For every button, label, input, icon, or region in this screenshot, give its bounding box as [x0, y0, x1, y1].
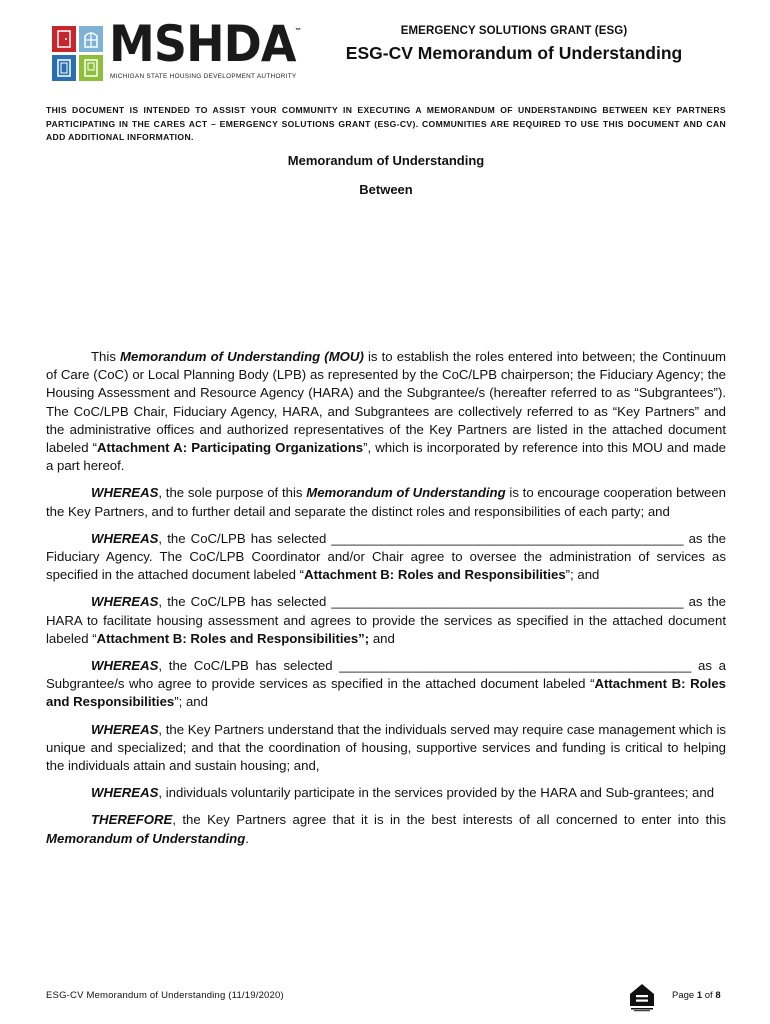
heading-between: Between	[359, 182, 413, 197]
footer-document-label: ESG-CV Memorandum of Understanding (11/19/2020)	[46, 990, 284, 1001]
equal-housing-opportunity-icon	[628, 982, 656, 1012]
whereas-label: WHEREAS	[91, 785, 159, 801]
text-run: , the sole purpose of this	[158, 485, 307, 501]
attachment-b-reference: Attachment B: Roles and Responsibilities	[304, 567, 566, 583]
text-run: is to establish the roles entered into between; the Continuum of Care (CoC) or Local Planning Body (LPB) as represented by the CoC/LPB chairperson; the Fiduciary Agency; the Housing Assessment and Resource Agency (HARA) and the Subgrantee/s (hereafter referred to as “Subgrantees”). The CoC/LPB Chair, Fiduciary Agency, HARA, and Subgrantees are collectively referred to as “Key Partners” and the administrative offices and authorized representatives of the Key Partners are listed in the attached document labeled “	[46, 349, 727, 456]
logo-subtitle: MICHIGAN STATE HOUSING DEVELOPMENT AUTHORITY	[110, 73, 297, 80]
text-run: and	[369, 630, 395, 646]
whereas-label: WHEREAS	[91, 721, 159, 737]
heading-mou: Memorandum of Understanding	[287, 153, 485, 168]
paragraph-whereas-fiduciary	[46, 530, 726, 585]
mshda-logo	[52, 15, 310, 88]
hara-blank[interactable]: ________________________________________________	[331, 594, 684, 610]
text-run: This	[91, 349, 121, 364]
text-run: ”, which is incorporated by reference into this MOU and made a part hereof.	[46, 440, 726, 474]
logo-wordmark: MSHDA	[109, 15, 296, 73]
text-run: ”; and	[174, 694, 208, 710]
attachment-b-reference: Attachment B: Roles and Responsibilities”;	[96, 630, 370, 646]
paragraph-mou-purpose	[46, 348, 726, 475]
document-body	[46, 348, 726, 857]
page-total: 8	[715, 990, 721, 1001]
whereas-label: WHEREAS	[91, 530, 159, 546]
whereas-label: WHEREAS	[91, 594, 159, 610]
text-run: , individuals voluntarily participate in the services provided by the HARA and Sub-grantees; and	[158, 785, 715, 801]
attachment-b-reference: Attachment B: Roles and Responsibilities	[46, 676, 726, 710]
intro-note: THIS DOCUMENT IS INTENDED TO ASSIST YOUR COMMUNITY IN EXECUTING A MEMORANDUM OF UNDERSTANDING BETWEEN KEY PARTNERS PARTICIPATING IN THE CARES ACT – EMERGENCY SOLUTIONS GRANT (ESG-CV). COMMUNITIES ARE REQUIRED TO USE THIS DOCUMENT AND CAN ADD ADDITIONAL INFORMATION.	[46, 105, 726, 142]
whereas-label: WHEREAS	[91, 658, 159, 674]
text-run: as the Fiduciary Agency. The CoC/LPB Coordinator and/or Chair agree to oversee the administration of services as specified in the attached document labeled “	[46, 530, 726, 583]
document-title: ESG-CV Memorandum of Understanding	[345, 43, 683, 63]
of-word: of	[702, 990, 716, 1001]
door-icon	[52, 26, 76, 52]
emphasis-mou: Memorandum of Understanding	[306, 485, 506, 501]
paragraph-whereas-subgrantee	[46, 657, 726, 712]
door-panel-icon	[52, 55, 76, 81]
text-run: , the CoC/LPB has selected	[158, 530, 332, 546]
text-run: , the Key Partners understand that the individuals served may require case management which is unique and specialized; and that the coordination of housing, supportive services and funding is critical to helping the individuals attain and sustain housing; and,	[46, 721, 726, 774]
text-run: , the CoC/LPB has selected	[158, 594, 332, 610]
page-indicator	[672, 990, 721, 1001]
page-number: 1	[696, 990, 703, 1001]
text-run: is to encourage cooperation between the Key Partners, and to further detail and separate the distinct roles and responsibilities of each party; and	[46, 485, 726, 519]
paragraph-whereas-purpose	[46, 484, 726, 520]
page-word: Page	[672, 990, 697, 1001]
whereas-label: WHEREAS	[91, 485, 159, 501]
logo-trademark: ™	[295, 28, 301, 34]
therefore-label: THEREFORE	[91, 812, 173, 828]
text-run: as a Subgrantee/s who agree to provide services as specified in the attached document labeled “	[46, 658, 726, 692]
subgrantee-blank[interactable]: ________________________________________________	[339, 658, 692, 674]
text-run: ”; and	[565, 567, 600, 583]
frame-icon	[79, 55, 103, 81]
text-run: .	[245, 830, 249, 846]
text-run: as the HARA to facilitate housing assessment and agrees to provide the services as specified in the attached document labeled “	[46, 594, 726, 646]
emphasis-mou: Memorandum of Understanding	[46, 830, 246, 846]
text-run: , the Key Partners agree that it is in the best interests of all concerned to enter into this	[172, 812, 726, 828]
paragraph-whereas-voluntary	[46, 784, 726, 802]
text-run: , the CoC/LPB has selected	[158, 658, 340, 674]
fiduciary-agency-blank[interactable]: ________________________________________________	[331, 530, 684, 546]
header-kicker: EMERGENCY SOLUTIONS GRANT (ESG)	[400, 25, 628, 37]
logo-tiles-icon	[52, 26, 104, 82]
paragraph-whereas-hara	[46, 593, 726, 648]
window-icon	[79, 26, 103, 52]
emphasis-mou: Memorandum of Understanding (MOU)	[120, 349, 364, 364]
paragraph-therefore	[46, 811, 726, 847]
paragraph-whereas-case-management	[46, 721, 726, 776]
attachment-a-reference: Attachment A: Participating Organizations	[97, 440, 364, 456]
